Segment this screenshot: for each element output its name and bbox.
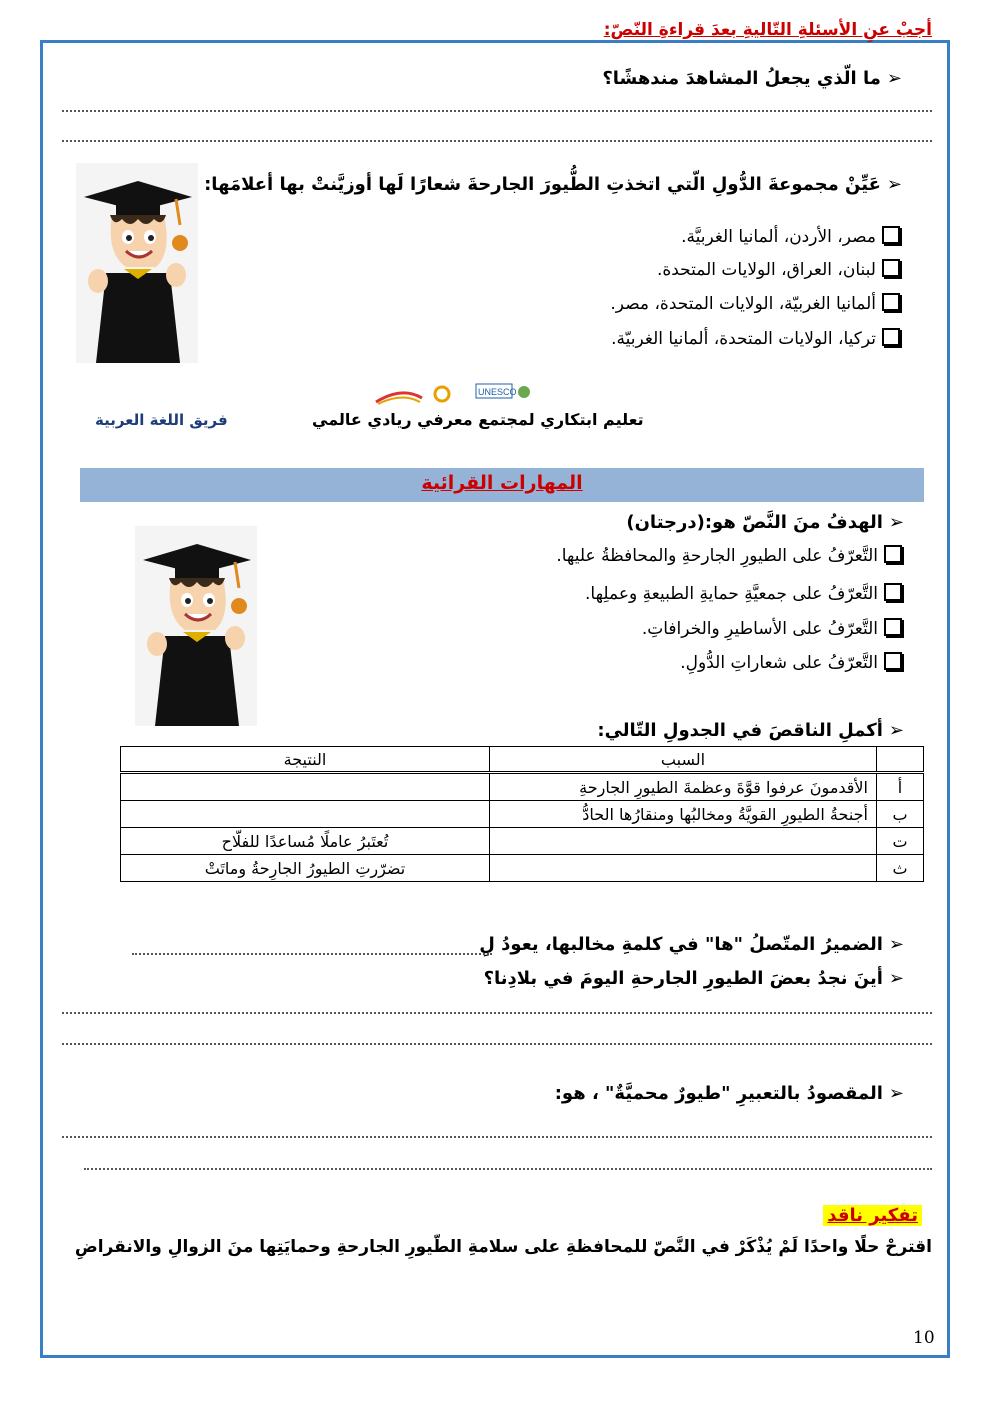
question-3 [626, 512, 904, 533]
table-header-letter [877, 747, 924, 773]
arrow-bullet-icon: ➢ [886, 68, 902, 89]
row-result[interactable]: تُعتَبرُ عاملًا مُساعدًا للفلّاح [121, 828, 490, 855]
question-6-text: أينَ نجدُ بعضَ الطيورِ الجارحةِ اليومَ في بلادِنا؟ [483, 968, 883, 989]
graduate-boy-illustration [135, 526, 257, 726]
section-banner [80, 468, 924, 502]
question-2 [204, 174, 902, 195]
question-5 [479, 934, 904, 955]
graduate-boy-illustration [76, 163, 198, 363]
q3-option[interactable]: التَّعرّفُ على شعاراتِ الدُّولِ. [680, 652, 902, 673]
answer-line[interactable] [84, 1168, 932, 1170]
critical-thinking-label: تفكير ناقد [823, 1205, 922, 1226]
answer-line[interactable] [62, 1136, 932, 1138]
row-letter: ب [877, 801, 924, 828]
page-number: 10 [913, 1328, 935, 1348]
table-header-row [121, 747, 924, 773]
row-letter: ت [877, 828, 924, 855]
footer-team-name: فريق اللغة العربية [95, 411, 228, 429]
answer-line[interactable] [62, 1012, 932, 1014]
arrow-bullet-icon: ➢ [888, 934, 904, 955]
table-header-result: النتيجة [121, 747, 490, 773]
question-7-text: المقصودُ بالتعبيرِ "طيورٌ محميَّةٌ" ، هو: [554, 1083, 883, 1104]
partner-logos [372, 382, 542, 408]
q2-option[interactable]: لبنان، العراق، الولايات المتحدة. [657, 259, 900, 280]
row-result[interactable] [121, 801, 490, 828]
q2-option[interactable]: تركيا، الولايات المتحدة، ألمانيا الغربيّة. [611, 328, 900, 349]
question-6 [484, 968, 904, 989]
question-7 [555, 1083, 904, 1104]
row-cause[interactable] [490, 828, 877, 855]
row-result[interactable] [121, 773, 490, 801]
checkbox-icon[interactable] [884, 583, 902, 601]
checkbox-icon[interactable] [884, 652, 902, 670]
answer-line[interactable] [132, 953, 492, 955]
critical-thinking-prompt: اقترحْ حلًا واحدًا لَمْ يُذْكَرْ في النَّصّ للمحافظةِ على سلامةِ الطّيورِ الجارحةِ وحمايَتِها منَ الزوالِ والانقراضِ [74, 1237, 932, 1257]
arrow-bullet-icon: ➢ [888, 1083, 904, 1104]
section-title: المهارات القرائية [421, 472, 583, 494]
row-letter: أ [877, 773, 924, 801]
checkbox-icon[interactable] [884, 618, 902, 636]
checkbox-icon[interactable] [882, 226, 900, 244]
q2-option[interactable]: ألمانيا الغربيّة، الولايات المتحدة، مصر. [610, 293, 900, 314]
footer-slogan: تعليم ابتكاري لمجتمع معرفي ريادي عالمي [312, 410, 644, 429]
row-letter: ث [877, 855, 924, 882]
q3-option[interactable]: التَّعرّفُ على جمعيَّةِ حمايةِ الطبيعةِ وعملِها. [585, 583, 902, 604]
row-cause[interactable]: الأقدمونَ عرفوا قوَّةَ وعظمةَ الطيورِ الجارحةِ [490, 773, 877, 801]
row-cause[interactable] [490, 855, 877, 882]
arrow-bullet-icon: ➢ [888, 720, 904, 741]
q3-option[interactable]: التَّعرّفُ على الطيورِ الجارحةِ والمحافظةُ عليها. [556, 545, 902, 566]
question-4 [597, 720, 904, 741]
arrow-bullet-icon: ➢ [888, 512, 904, 533]
arrow-bullet-icon: ➢ [888, 968, 904, 989]
row-result[interactable]: تضرّرتِ الطيورُ الجارِحةُ وماتَتْ [121, 855, 490, 882]
question-1-text: ما الّذي يجعلُ المشاهدَ مندهشًا؟ [602, 68, 881, 89]
q2-option[interactable]: مصر، الأردن، ألمانيا الغربيَّة. [681, 226, 900, 247]
question-5-text: الضميرُ المتّصلُ "ها" في كلمةِ مخالبها، يعودُ لِ [479, 934, 883, 955]
answer-line[interactable] [62, 110, 932, 112]
table-row [121, 773, 924, 801]
checkbox-icon[interactable] [882, 259, 900, 277]
checkbox-icon[interactable] [884, 545, 902, 563]
instruction-heading: أجبْ عنِ الأسئلةِ التّاليةِ بعدَ قراءةِ النّصّ: [603, 20, 932, 40]
unesco-logo-text: UNESCO [478, 387, 517, 397]
table-row [121, 855, 924, 882]
answer-line[interactable] [62, 1043, 932, 1045]
answer-line[interactable] [62, 140, 932, 142]
table-row [121, 801, 924, 828]
cause-result-table [120, 746, 924, 882]
question-1 [602, 68, 902, 89]
question-3-text: الهدفُ منَ النَّصّ هو:(درجتان) [626, 512, 883, 533]
checkbox-icon[interactable] [882, 293, 900, 311]
question-4-text: أكملِ الناقصَ في الجدولِ التّالي: [597, 720, 883, 741]
arrow-bullet-icon: ➢ [886, 174, 902, 195]
question-2-text: عَيِّنْ مجموعةَ الدُّولِ الّتي اتخذتِ الطُّيورَ الجارحةَ شعارًا لَها أوزيَّنتْ بها أعلامَها: [204, 174, 881, 195]
row-cause[interactable]: أجنحةُ الطيورِ القويَّةُ ومخالبُها ومنقارُها الحادُّ [490, 801, 877, 828]
table-header-cause: السبب [490, 747, 877, 773]
checkbox-icon[interactable] [882, 328, 900, 346]
table-row [121, 828, 924, 855]
q3-option[interactable]: التَّعرّفُ على الأساطيرِ والخرافاتِ. [642, 618, 902, 639]
